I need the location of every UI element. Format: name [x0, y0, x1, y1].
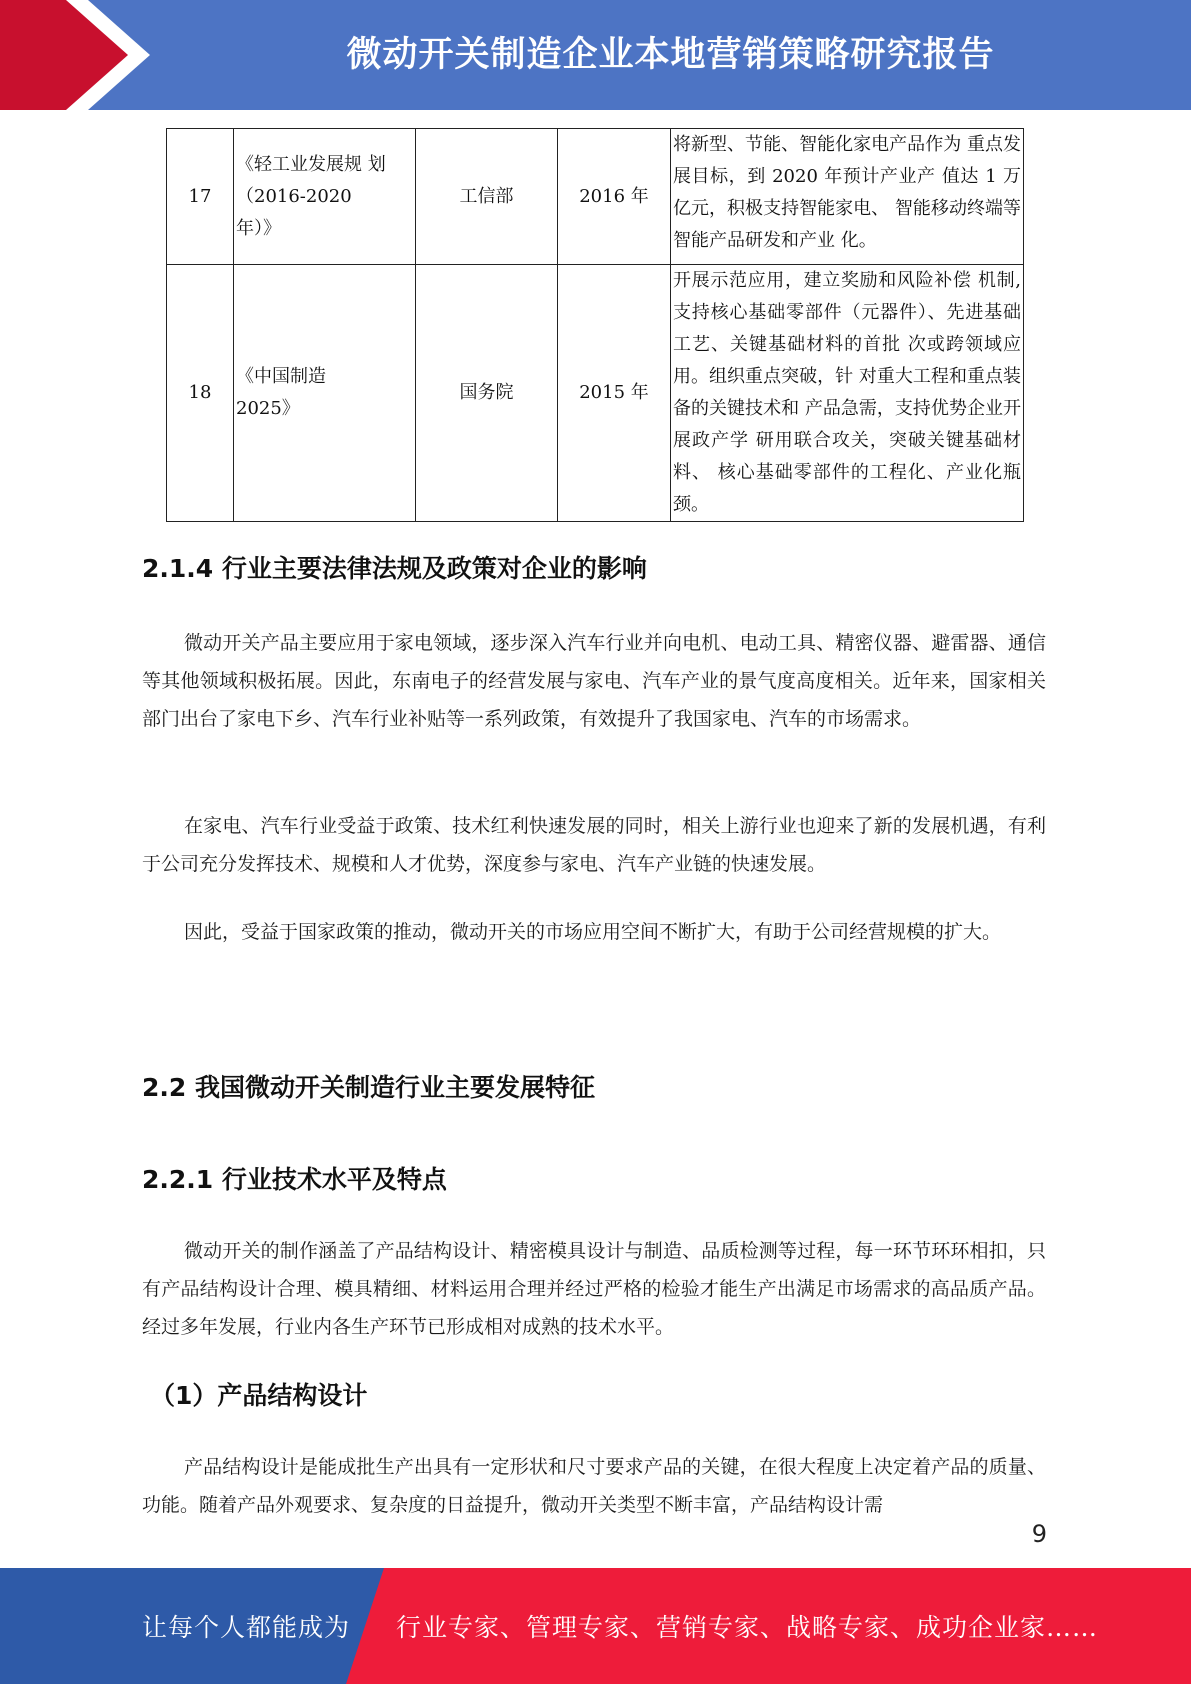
header-arrow-decoration: [0, 0, 160, 110]
policy-content: 开展示范应用，建立奖励和风险补偿 机制,支持核心基础零部件（元器件）、先进基础工艺、关键基础材料的首批 次或跨领域应用。组织重点突破，针 对重大工程和重点装备的关键技术和 产品急需，支持优势企业开展政产学 研用联合攻关，突破关键基础材料、 核心基础零部件的工程化、产业化瓶 颈。: [671, 265, 1024, 522]
page-footer: [0, 1568, 1191, 1684]
footer-slogan-right: 行业专家、管理专家、营销专家、战略专家、成功企业家……: [396, 1613, 1099, 1642]
page-header: [0, 0, 1191, 110]
row-number: 18: [167, 265, 234, 522]
row-number: 17: [167, 129, 234, 265]
policy-content: 将新型、节能、智能化家电产品作为 重点发展目标，到 2020 年预计产业产 值达 1 万亿元，积极支持智能家电、 智能移动终端等智能产品研发和产业 化。: [671, 129, 1024, 265]
policy-name: 《中国制造 2025》: [234, 265, 416, 522]
issue-year: 2015 年: [558, 265, 671, 522]
paragraph: 微动开关的制作涵盖了产品结构设计、精密模具设计与制造、品质检测等过程，每一环节环环相扣，只有产品结构设计合理、模具精细、材料运用合理并经过严格的检验才能生产出满足市场需求的高品质产品。经过多年发展，行业内各生产环节已形成相对成熟的技术水平。: [142, 1240, 1046, 1338]
section-heading-2-2-1: 2.2.1 行业技术水平及特点: [142, 1165, 447, 1194]
paragraph: 因此，受益于国家政策的推动，微动开关的市场应用空间不断扩大，有助于公司经营规模的扩大。: [184, 921, 1002, 943]
paragraph: 产品结构设计是能成批生产出具有一定形状和尺寸要求产品的关键，在很大程度上决定着产品的质量、功能。随着产品外观要求、复杂度的日益提升，微动开关类型不断丰富，产品结构设计需: [142, 1456, 1046, 1516]
issue-year: 2016 年: [558, 129, 671, 265]
table-row: [167, 265, 1024, 522]
section-heading-2-2: 2.2 我国微动开关制造行业主要发展特征: [142, 1073, 595, 1102]
issuing-department: 工信部: [416, 129, 558, 265]
subsection-heading-product-structure: （1）产品结构设计: [150, 1381, 368, 1410]
paragraph: 在家电、汽车行业受益于政策、技术红利快速发展的同时，相关上游行业也迎来了新的发展机遇，有利于公司充分发挥技术、规模和人才优势，深度参与家电、汽车产业链的快速发展。: [142, 815, 1046, 875]
footer-slogan-left: 让每个人都能成为: [142, 1613, 351, 1642]
report-title: 微动开关制造企业本地营销策略研究报告: [346, 35, 995, 75]
policy-name: 《轻工业发展规 划 （2016-2020 年）》: [234, 129, 416, 265]
paragraph: 微动开关产品主要应用于家电领域，逐步深入汽车行业并向电机、电动工具、精密仪器、避雷器、通信等其他领域积极拓展。因此，东南电子的经营发展与家电、汽车产业的景气度高度相关。近年来，国家相关部门出台了家电下乡、汽车行业补贴等一系列政策，有效提升了我国家电、汽车的市场需求。: [142, 632, 1046, 730]
issuing-department: 国务院: [416, 265, 558, 522]
policy-table: [166, 128, 1024, 522]
section-heading-2-1-4: 2.1.4 行业主要法律法规及政策对企业的影响: [142, 554, 647, 583]
table-row: [167, 129, 1024, 265]
page-number: 9: [1031, 1520, 1047, 1548]
